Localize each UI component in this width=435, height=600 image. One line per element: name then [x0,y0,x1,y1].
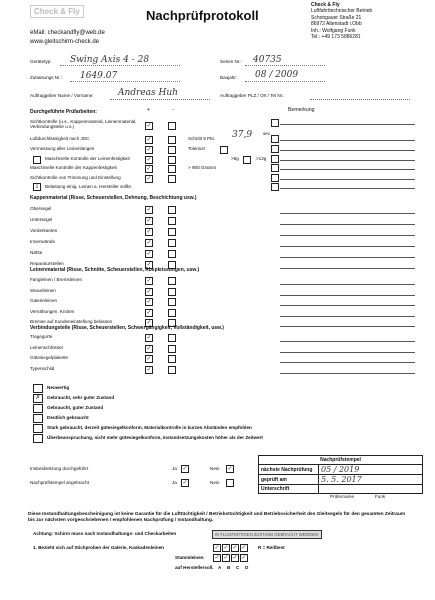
geraetetyp-line [60,65,180,66]
stamp-naechste-value: 05 / 2019 [319,465,423,475]
kaskaden-box-1[interactable]: ✓ [214,544,220,551]
gt900-label: > 900 Gramm [188,165,217,170]
stamm-box-1[interactable]: ✓ [214,554,220,561]
zulassung-line [70,81,180,82]
remark-line [280,188,415,189]
hersteller-label: auf Herstellersoll. [175,565,214,570]
zustand-box[interactable] [33,404,43,413]
remark-line [280,352,415,353]
stempel-nein: Nein [210,480,220,485]
remark-box[interactable] [271,145,279,153]
check-kappenfest-plus[interactable]: ✓ [146,165,152,172]
stempel-label: Nachprüfstempel angebracht [30,480,89,485]
remark-line [280,124,415,125]
check-vermessung-minus[interactable] [168,146,176,154]
check-vermessung-plus[interactable]: ✓ [146,146,152,153]
belastung-box[interactable]: 1 [33,183,41,191]
company-line: 86972 Altenstadt i.Obb [311,21,362,28]
kappen-minus-box[interactable] [168,217,176,225]
company-line: Tel.: +49 173 5886281 [311,34,361,41]
check-luftdurchlaessigkeit: Luftdurchlässigkeit nach JDC [30,136,90,141]
check-trimmung-plus[interactable]: ✓ [146,175,152,182]
zustand-label: Neuwertig [47,385,70,390]
kappen-minus-box[interactable] [168,250,176,258]
check-luft-plus[interactable]: ✓ [146,136,152,143]
minus-header: - [172,107,174,113]
zustand-box[interactable] [33,384,43,393]
verbindung-minus-box[interactable] [168,345,176,353]
kappen-plus-box[interactable]: ✓ [146,261,152,268]
bezieht-text: 1. Bezieht sich auf Stichproben der Galerie, Kaskadenleinen [33,545,164,550]
pruefername-value: Funk [375,494,386,499]
stempel-ja-box[interactable]: ✓ [182,479,188,486]
company-line: Inh.: Wolfgang Funk [311,27,356,34]
gt8g-box[interactable] [243,156,251,164]
kappen-item: Nähte [30,250,43,255]
remark-box[interactable] [271,119,279,127]
kappen-item: Vorderkanten [30,228,58,233]
company-line: Schongauer Straße 21 [311,14,362,21]
remark-line [280,326,415,327]
kaskaden-box-3[interactable]: ✓ [232,544,238,551]
pruefername-label: Prüfername [330,494,355,499]
instand-nein-box[interactable]: ✓ [227,465,233,472]
stamp-unterschrift-value [319,485,423,494]
remark-line [280,160,415,161]
check-leinenfestigkeit-box[interactable] [33,156,41,164]
zustand-label: Überbeanspruchung, nicht mehr gütesiegelkonform, Instandsetzungskosten höher als der Zeitwert [47,435,263,440]
serien-label: Serien Nr.: [220,59,242,64]
leinen-minus-box[interactable] [168,277,176,285]
kappen-minus-box[interactable] [168,206,176,214]
logo: Check & Fly [30,5,84,18]
company-line: Check & Fly [311,2,340,8]
check-sichtkontrolle: Sichtkontrolle (u.s., Kappenmaterial, Leinenmaterial, Verbindungsteile u.s.) [30,119,137,130]
remark-line [280,341,415,342]
zustand-label: Gebraucht, guter Zustand [47,405,104,410]
bemerkung-header: Bemerkung [288,107,315,113]
geraetetyp-label: Gerätetyp: [30,59,52,64]
kaskaden-box-2[interactable]: ✓ [223,544,229,551]
kappen-plus-box[interactable]: ✓ [146,250,152,257]
leinen-minus-box[interactable] [168,309,176,317]
leinen-item: Galerieleinen [30,298,58,303]
kappen-plus-box[interactable]: ✓ [146,206,152,213]
instand-ja: Ja [172,466,177,471]
page-title: Nachprüfprotokoll [146,8,259,23]
abcd-c: C [236,565,240,570]
plz-line [310,99,410,100]
remark-box[interactable] [271,135,279,143]
kappen-minus-box[interactable] [168,228,176,236]
check-sichtkontrolle-minus[interactable] [168,122,176,130]
kappen-item: Untersegel [30,217,53,222]
schnitt-value: 37,9 [232,130,253,140]
auftraggeber-label: Auftraggeber Name / Vorname: [30,93,94,98]
check-vermessung: Vermessung aller Leinenlängen [30,146,95,151]
instand-nein: Nein [210,466,220,471]
leinen-minus-box[interactable] [168,288,176,296]
zustand-label: Gebraucht, sehr guter Zustand [47,395,115,400]
instand-ja-box[interactable]: ✓ [182,465,188,472]
check-kappenfestigkeit: Maschinelle Kontrolle der Kappenfestigkeit [30,165,117,170]
check-belastung: Belastung einig. Leinen a. Hersteller sollbr. [45,184,133,189]
remark-line [280,373,415,374]
check-trimmung-minus[interactable] [168,175,176,183]
leinen-plus-box[interactable]: ✓ [146,308,152,316]
verbindung-plus-box[interactable]: ✓ [146,365,152,373]
gt8g-label: >8g [231,156,239,161]
verbindung-item: Tragegurte [30,334,53,339]
plz-label: Auftraggeber PLZ / Ort / Tel Nr.: [220,93,285,98]
stamm-box-3[interactable]: ✓ [232,554,238,561]
zustand-label: Deutlich gebraucht [47,415,89,420]
remark-box[interactable] [271,155,279,163]
nachpruefstempel-table [258,455,423,494]
auftraggeber-value: Andreas Huh [118,88,178,98]
remark-box[interactable] [271,183,279,191]
remark-line [280,140,415,141]
gt12g-label: >12g [256,156,267,161]
remark-line [280,362,415,363]
abcd-a: A [218,565,222,570]
leinen-item: Vernähungen, Knoten [30,308,75,314]
kappen-minus-box[interactable] [168,239,176,247]
zulassung-label: Zulassungs Nr.: [30,75,62,80]
check-sichtkontrolle-plus[interactable]: ✓ [146,122,152,129]
stamp-geprueft-value: 5. 5. 2017 [319,475,423,485]
stammleinen-label: Stammleinen [175,555,204,560]
verbindung-title: Verbindungsteile (Risse, Scheuerstellen, Schwergängigkeit, Vollständigkeit, usw.) [30,325,224,331]
verbindung-item: Typenschild [30,365,55,371]
leinen-plus-box[interactable]: ✓ [146,319,152,326]
zustand-box[interactable] [33,424,43,433]
check-trimmung: Sichtkontrolle von Trimmung und Einstellung [30,175,121,180]
stamm-box-4[interactable]: ✓ [241,554,247,561]
toleranz-box[interactable] [220,146,228,154]
leinen-minus-box[interactable] [168,298,176,306]
check-leinenfest-minus[interactable] [168,156,176,164]
stempel-ja: Ja [172,480,177,485]
remark-line [280,316,415,317]
check-leinenfestigkeit: Maschinelle Kontrolle der Leinenfestigkeit [45,156,130,161]
zulassung-value: 1649.07 [80,71,118,81]
company-block [311,2,372,40]
geraetetyp-value: Swing Axis 4 - 28 [70,55,150,65]
serien-value: 40735 [253,55,282,65]
remark-line [280,224,415,225]
remark-line [280,268,415,269]
baujahr-line [245,81,325,82]
kappen-item: Reparaturstellen [30,261,64,266]
stamp-naechste-label: nächste Nachprüfung [259,465,319,475]
serien-line [245,65,325,66]
footer-disclaimer: Diese Instandhaltungsbescheinigung ist keine Garantie für die Lufttüchtigkeit / Betriebstüchtigkeit und Betriebssicherheit des Gleitsegels für den gesamten Zeitraum bis zur nächsten vorgeschriebenen / empfohlenen Nachprüfung / Instandhaltung. [28,512,406,523]
verbindung-item: Leinenschlösser [30,344,64,350]
remark-line [280,235,415,236]
verbindung-minus-box[interactable] [168,355,176,363]
leinen-title: Leinenmaterial (Risse, Schnitte, Scheuerstellen, Abspleissungen, usw.) [30,267,200,273]
kappen-plus-box[interactable]: ✓ [146,228,152,235]
verbindung-plus-box[interactable]: ✓ [146,334,152,341]
leinen-plus-box[interactable]: ✓ [146,298,152,305]
verbindung-item: Gütesiegelplakette [30,355,69,360]
auftraggeber-line [110,99,210,100]
remark-line [280,284,415,285]
achtung-box: IN FLUGFERTIGEN ZUSTAND GEBRACHT WERDEN! [212,530,322,539]
zustand-box[interactable] [33,414,43,423]
remark-line [280,150,415,151]
verbindung-minus-box[interactable] [168,366,176,374]
remark-line [280,213,415,214]
reisstest-label: R = Reißtest [258,545,285,550]
kappen-plus-box[interactable]: ✓ [146,239,152,246]
website: www.gleitschirm-check.de [30,39,100,45]
remark-line [280,257,415,258]
schnitt-label: Schnitt 5 Pkt. [188,136,216,141]
baujahr-label: Baujahr: [220,75,238,80]
email: eMail: checkandfly@web.de [30,30,105,36]
kappen-item: Innenwände [30,239,56,244]
stamp-geprueft-label: geprüft am [259,475,319,485]
instand-label: Instandsetzung durchgeführt [30,466,89,471]
stempel-nein-box[interactable] [226,479,234,487]
leinen-item: Steuerleinen [30,287,56,293]
leinen-plus-box[interactable]: ✓ [146,287,152,295]
remark-box[interactable] [271,164,279,172]
check-kappenfest-minus[interactable] [168,165,176,173]
zustand-box[interactable] [33,434,43,443]
remark-box[interactable] [271,174,279,182]
kappen-item: Obersegel [30,206,52,211]
verbindung-minus-box[interactable] [168,334,176,342]
stamm-box-2[interactable]: ✓ [223,554,229,561]
verbindung-plus-box[interactable]: ✓ [146,355,152,362]
check-luft-minus[interactable] [168,136,176,144]
plus-header: + [147,107,151,113]
zustand-box[interactable]: ✗ [33,394,43,403]
remark-line [280,295,415,296]
remark-line [280,305,415,306]
abcd-b: B [227,565,231,570]
sec-label: sec. [263,131,272,136]
checks-header: Durchgeführte Prüfarbeiten: [30,109,97,115]
remark-line [280,169,415,170]
stamp-unterschrift-label: Unterschrift [259,485,319,494]
achtung-text: Achtung: Schirm muss nach Instandhaltungs- und Checkarbeiten [33,531,177,536]
leinen-item: Fangleinen / Bremsleinen [30,277,83,282]
check-leinenfest-plus[interactable]: ✓ [146,156,152,163]
verbindung-plus-box[interactable]: ✓ [146,344,152,352]
zustand-label: Stark gebraucht, derzeit gütesiegelkonform, Materialkontrolle in kurzen Abständen empfohlen [47,425,252,430]
baujahr-value: 08 / 2009 [255,70,299,80]
abcd-d: D [245,565,249,570]
stamp-title: Nachprüfstempel [259,456,423,465]
remark-line [280,179,415,180]
leinen-item: Bremse auf Kundeneinstellung belassen [30,319,113,324]
remark-line [280,246,415,247]
kaskaden-box-4[interactable]: ✓ [241,544,247,551]
toleranz-label: Toleranz [188,146,206,151]
kappen-title: Kappenmaterial (Risse, Scheuerstellen, Dehnung, Beschichtung usw.) [30,195,197,201]
leinen-plus-box[interactable]: ✓ [146,277,152,284]
kappen-plus-box[interactable]: ✓ [146,217,152,224]
company-line: Luftfahrttechnischer Betrieb [311,8,373,15]
